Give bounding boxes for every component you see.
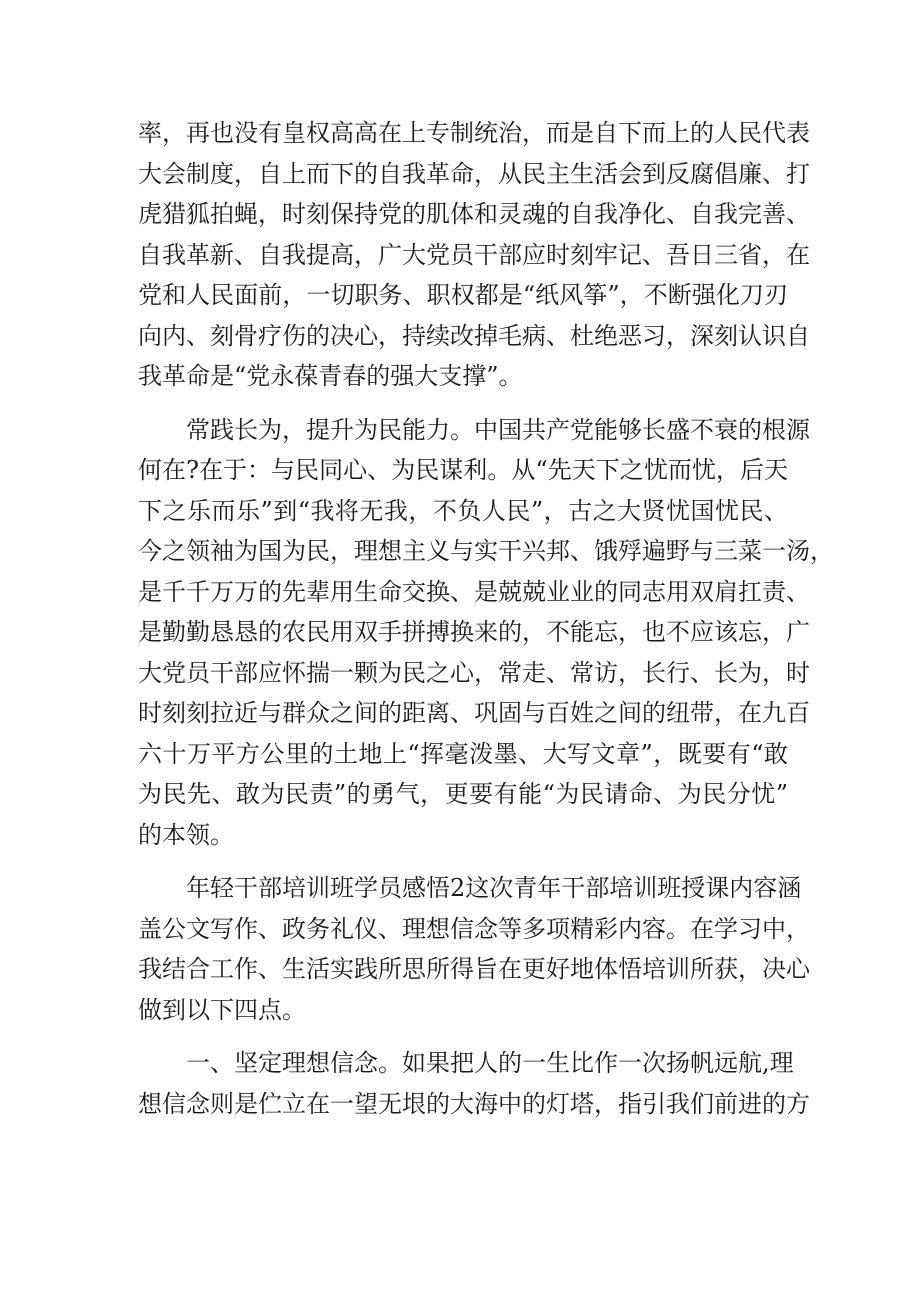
text-line: 下之乐而乐”到“我将无我，不负人民”，古之大贤忧国忧民、 <box>138 496 788 525</box>
text-line: 是勤勤恳恳的农民用双手拼搏换来的，不能忘，也不应该忘，广 <box>138 618 810 646</box>
paragraph-2 <box>138 410 834 856</box>
text-line: 我革命是“党永葆青春的强大支撑”。 <box>138 362 523 390</box>
text-line: 率，再也没有皇权高高在上专制统治，而是自下而上的人民代表 <box>138 119 810 147</box>
text-line: 一、坚定理想信念。如果把人的一生比作一次扬帆远航,理 <box>186 1049 794 1077</box>
text-line: 我结合工作、生活实践所思所得旨在更好地体悟培训所获，决心 <box>138 955 810 983</box>
document-body <box>138 113 834 1124</box>
text-line: 为民先、敢为民责”的勇气，更要有能“为民请命、为民分忧” <box>138 780 788 808</box>
text-line: 虎猎狐拍蝇，时刻保持党的肌体和灵魂的自我净化、自我完善、 <box>138 200 810 228</box>
text-line: 想信念则是伫立在一望无垠的大海中的灯塔，指引我们前进的方 <box>138 1089 810 1118</box>
text-line: 向内、刻骨疗伤的决心，持续改掉毛病、杜绝恶习，深刻认识自 <box>138 321 810 350</box>
text-line: 大党员干部应怀揣一颗为民之心，常走、常访，长行、长为，时 <box>138 658 810 687</box>
text-line: 自我革新、自我提高，广大党员干部应时刻牢记、吾日三省，在 <box>138 240 810 269</box>
paragraph-1 <box>138 113 810 397</box>
paragraph-4 <box>138 1043 810 1124</box>
text-line: 年轻干部培训班学员感悟2这次青年干部培训班授课内容涵 <box>186 874 802 902</box>
text-line: 六十万平方公里的土地上“挥毫泼墨、大写文章”，既要有“敢 <box>138 739 788 768</box>
text-line: 盖公文写作、政务礼仪、理想信念等多项精彩内容。在学习中， <box>138 914 810 943</box>
text-line: 党和人民面前，一切职务、职权都是“纸风筝”，不断强化刀刃 <box>138 281 788 309</box>
text-line: 时刻刻拉近与群众之间的距离、巩固与百姓之间的纽带，在九百 <box>138 699 810 727</box>
text-line: 的本领。 <box>138 820 234 849</box>
text-line: 今之领袖为国为民，理想主义与实干兴邦、饿殍遍野与三菜一汤， <box>138 537 834 565</box>
text-line: 是千千万万的先辈用生命交换、是兢兢业业的同志用双肩扛责、 <box>138 577 810 606</box>
text-line: 常践长为，提升为民能力。中国共产党能够长盛不衰的根源 <box>186 415 810 444</box>
text-line: 做到以下四点。 <box>138 995 306 1024</box>
text-line: 何在?在于：与民同心、为民谋利。从“先天下之忧而忧，后天 <box>138 456 788 484</box>
text-line: 大会制度，自上而下的自我革命，从民主生活会到反腐倡廉、打 <box>138 159 810 188</box>
paragraph-3 <box>138 868 810 1030</box>
